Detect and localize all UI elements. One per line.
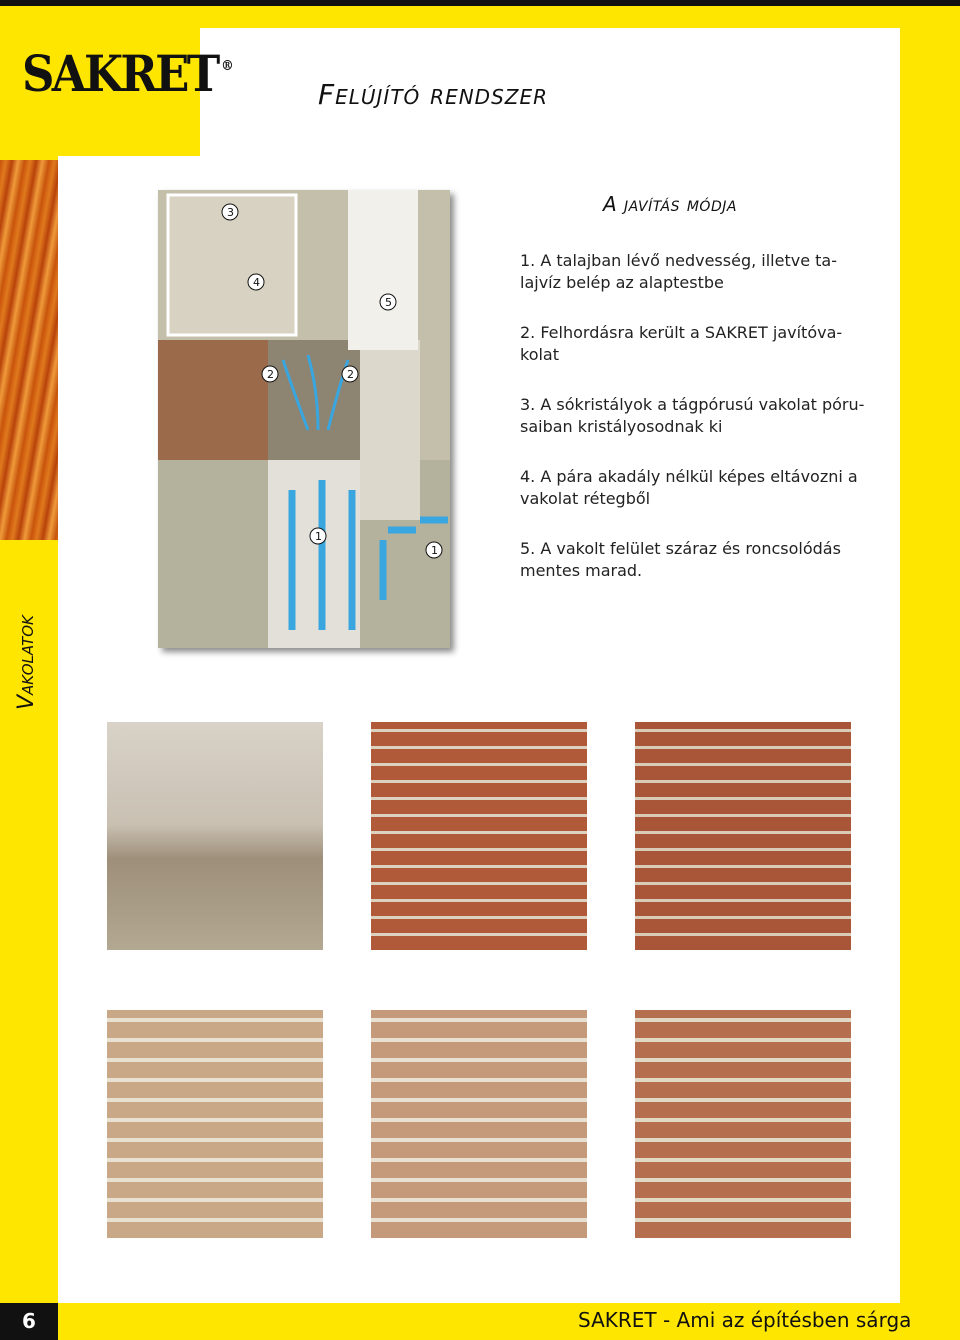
svg-text:4: 4	[253, 276, 260, 289]
marker-3	[222, 204, 238, 220]
svg-text:2: 2	[347, 368, 354, 381]
photo-finishing-wall	[635, 1010, 851, 1238]
photo-damaged-plaster	[107, 722, 323, 950]
footer-tagline: SAKRET - Ami az építésben sárga	[578, 1308, 912, 1332]
svg-text:1: 1	[315, 530, 322, 543]
page-number: 6	[0, 1303, 58, 1340]
step-1: 1. A talajban lévő nedvesség, illetve ta-lajvíz belép az alaptestbe	[520, 251, 837, 292]
marker-1b	[426, 542, 442, 558]
step-5: 5. A vakolt felület száraz és roncsolódás mentes marad.	[520, 539, 841, 580]
photo-spreading-mortar	[371, 1010, 587, 1238]
marker-5	[380, 294, 396, 310]
steps-list	[520, 250, 865, 610]
marker-2a	[262, 366, 278, 382]
wall-cross-section-diagram	[158, 190, 450, 648]
page-title: Felújító rendszer	[318, 78, 549, 111]
wood-texture-strip	[0, 160, 58, 540]
step-3: 3. A sókristályok a tágpórusú vakolat póru-saiban kristályosodnak ki	[520, 395, 865, 436]
photo-worker-cleaning-wall	[635, 722, 851, 950]
marker-2b	[342, 366, 358, 382]
step-2: 2. Felhordásra került a SAKRET javítóva-kolat	[520, 323, 843, 364]
section-title: A javítás módja	[603, 192, 737, 216]
svg-text:3: 3	[227, 206, 234, 219]
marker-1a	[310, 528, 326, 544]
sidebar-category-label: Vakolatok	[14, 615, 39, 710]
marker-4	[248, 274, 264, 290]
step-4: 4. A pára akadály nélkül képes eltávozni a vakolat rétegből	[520, 467, 858, 508]
svg-text:2: 2	[267, 368, 274, 381]
svg-text:5: 5	[385, 296, 392, 309]
sakret-logo: SAKRET ®	[22, 44, 234, 103]
svg-text:1: 1	[431, 544, 438, 557]
photo-applying-first-coat	[107, 1010, 323, 1238]
photo-exposed-brick-wall	[371, 722, 587, 950]
